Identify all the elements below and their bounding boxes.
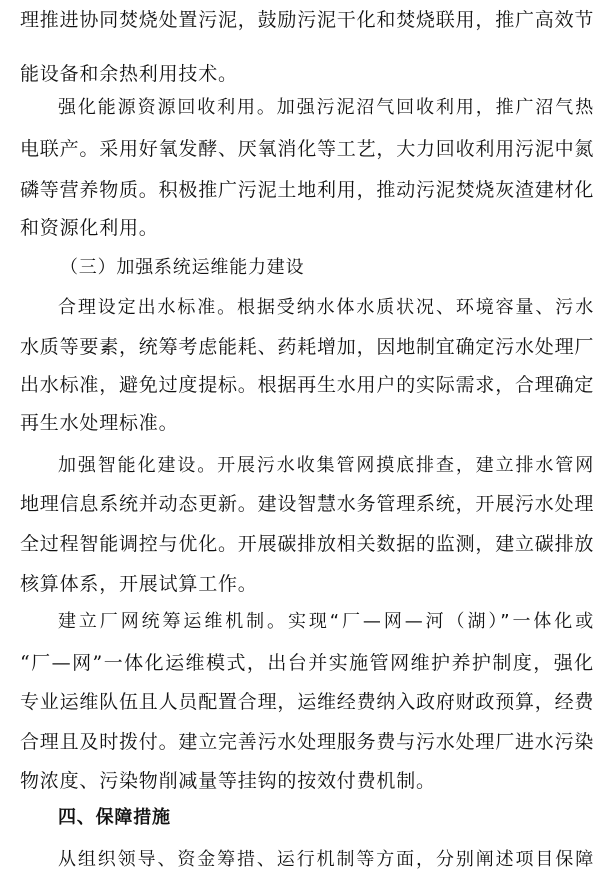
paragraph-line: 核算体系，开展试算工作。 [20, 573, 258, 595]
paragraph-line: 专业运维队伍且人员配置合理，运维经费纳入政府财政预算，经费 [20, 691, 594, 713]
paragraph-line: 物浓度、污染物削减量等挂钩的按效付费机制。 [20, 770, 436, 792]
paragraph-line: 建立厂网统筹运维机制。实现“厂—网—河（湖）”一体化或 [58, 611, 594, 632]
paragraph-line: 合理且及时拨付。建立完善污水处理服务费与污水处理厂进水污染 [20, 731, 594, 753]
paragraph-line: 电联产。采用好氧发酵、厌氧消化等工艺，大力回收利用污泥中氮 [20, 138, 594, 160]
paragraph-line: 地理信息系统并动态更新。建设智慧水务管理系统，开展污水处理 [20, 493, 594, 515]
paragraph-line: 加强智能化建设。开展污水收集管网摸底排查，建立排水管网 [58, 455, 594, 476]
paragraph-line: 强化能源资源回收利用。加强污泥沼气回收利用，推广沼气热 [58, 97, 594, 118]
section-heading: 四、保障措施 [58, 807, 171, 828]
paragraph-line: 从组织领导、资金筹措、运行机制等方面，分别阐述项目保障 [58, 849, 594, 870]
paragraph-line: 全过程智能调控与优化。开展碳排放相关数据的监测，建立碳排放 [20, 533, 594, 555]
paragraph-line: 出水标准，避免过度提标。根据再生水用户的实际需求，合理确定 [20, 374, 594, 396]
paragraph-line: 水质等要素，统筹考虑能耗、药耗增加，因地制宜确定污水处理厂 [20, 336, 594, 358]
paragraph-line: 理推进协同焚烧处置污泥，鼓励污泥干化和焚烧联用，推广高效节 [20, 9, 594, 31]
paragraph-line: 再生水处理标准。 [20, 412, 179, 434]
paragraph-line: 合理设定出水标准。根据受纳水体水质状况、环境容量、污水 [58, 297, 594, 318]
section-heading: （三）加强系统运维能力建设 [60, 257, 305, 278]
paragraph-line: 和资源化利用。 [20, 217, 159, 239]
paragraph-line: 能设备和余热利用技术。 [20, 63, 238, 85]
paragraph-line: “厂—网”一体化运维模式，出台并实施管网维护养护制度，强化 [20, 652, 594, 674]
paragraph-line: 磷等营养物质。积极推广污泥土地利用，推动污泥焚烧灰渣建材化 [20, 179, 594, 201]
